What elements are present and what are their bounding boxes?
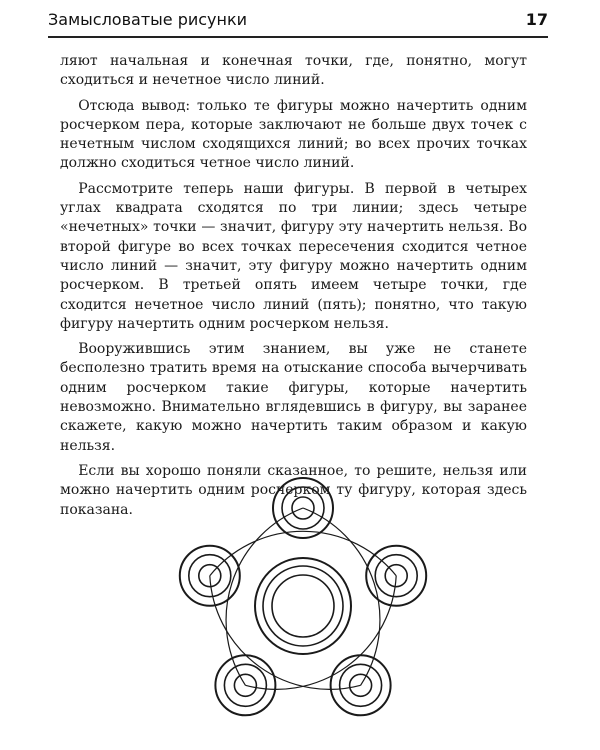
paragraph-continuation: ляют начальная и конечная точки, где, понятно, могут сходиться и нечетное число линий. [60,53,527,89]
page-number: 17 [525,10,548,29]
center-circle-inner [272,575,334,637]
paragraph-puzzle: Если вы хорошо поняли сказанное, то решите, нельзя или можно начертить одним росчерком ту фигуру, которая здесь показана. [60,462,527,518]
center-circle-outer [255,558,351,654]
puzzle-figure [178,448,428,728]
paragraph-conclusion: Отсюда вывод: только те фигуры можно начертить одним росчерком пера, которые заключают не больше двух точек с нечетным числом сходящихся линий; во всех прочих точках должно сходиться четное число линий. [60,97,527,172]
header-rule [48,36,548,38]
paragraph-analysis: Рассмотрите теперь наши фигуры. В первой в четырех углах квадрата сходятся по три линии; здесь четыре «нечетных» точки — значит, фигуру эту начертить нельзя. Во второй фигуре во всех точках пересечения сходится четное число линий — значит, эту фигуру можно начертить одним росчерком. В третьей опять имеем четыре точки, где сходится нечетное число линий (пять); понятно, что такую фигуру начертить одним росчерком нельзя. [60,180,527,332]
running-header-title: Замысловатые рисунки [48,10,248,29]
five-circle-figure [178,448,428,728]
paragraph-knowledge: Вооружившись этим знанием, вы уже не станете бесполезно тратить время на отыскание способа вычерчивать одним росчерком такие фигуры, которые начертить невозможно. Внимательно вглядевшись в фигуру, вы заранее скажете, какую можно начертить таким образом и какую нельзя. [60,341,527,454]
center-circle-middle [263,566,343,646]
